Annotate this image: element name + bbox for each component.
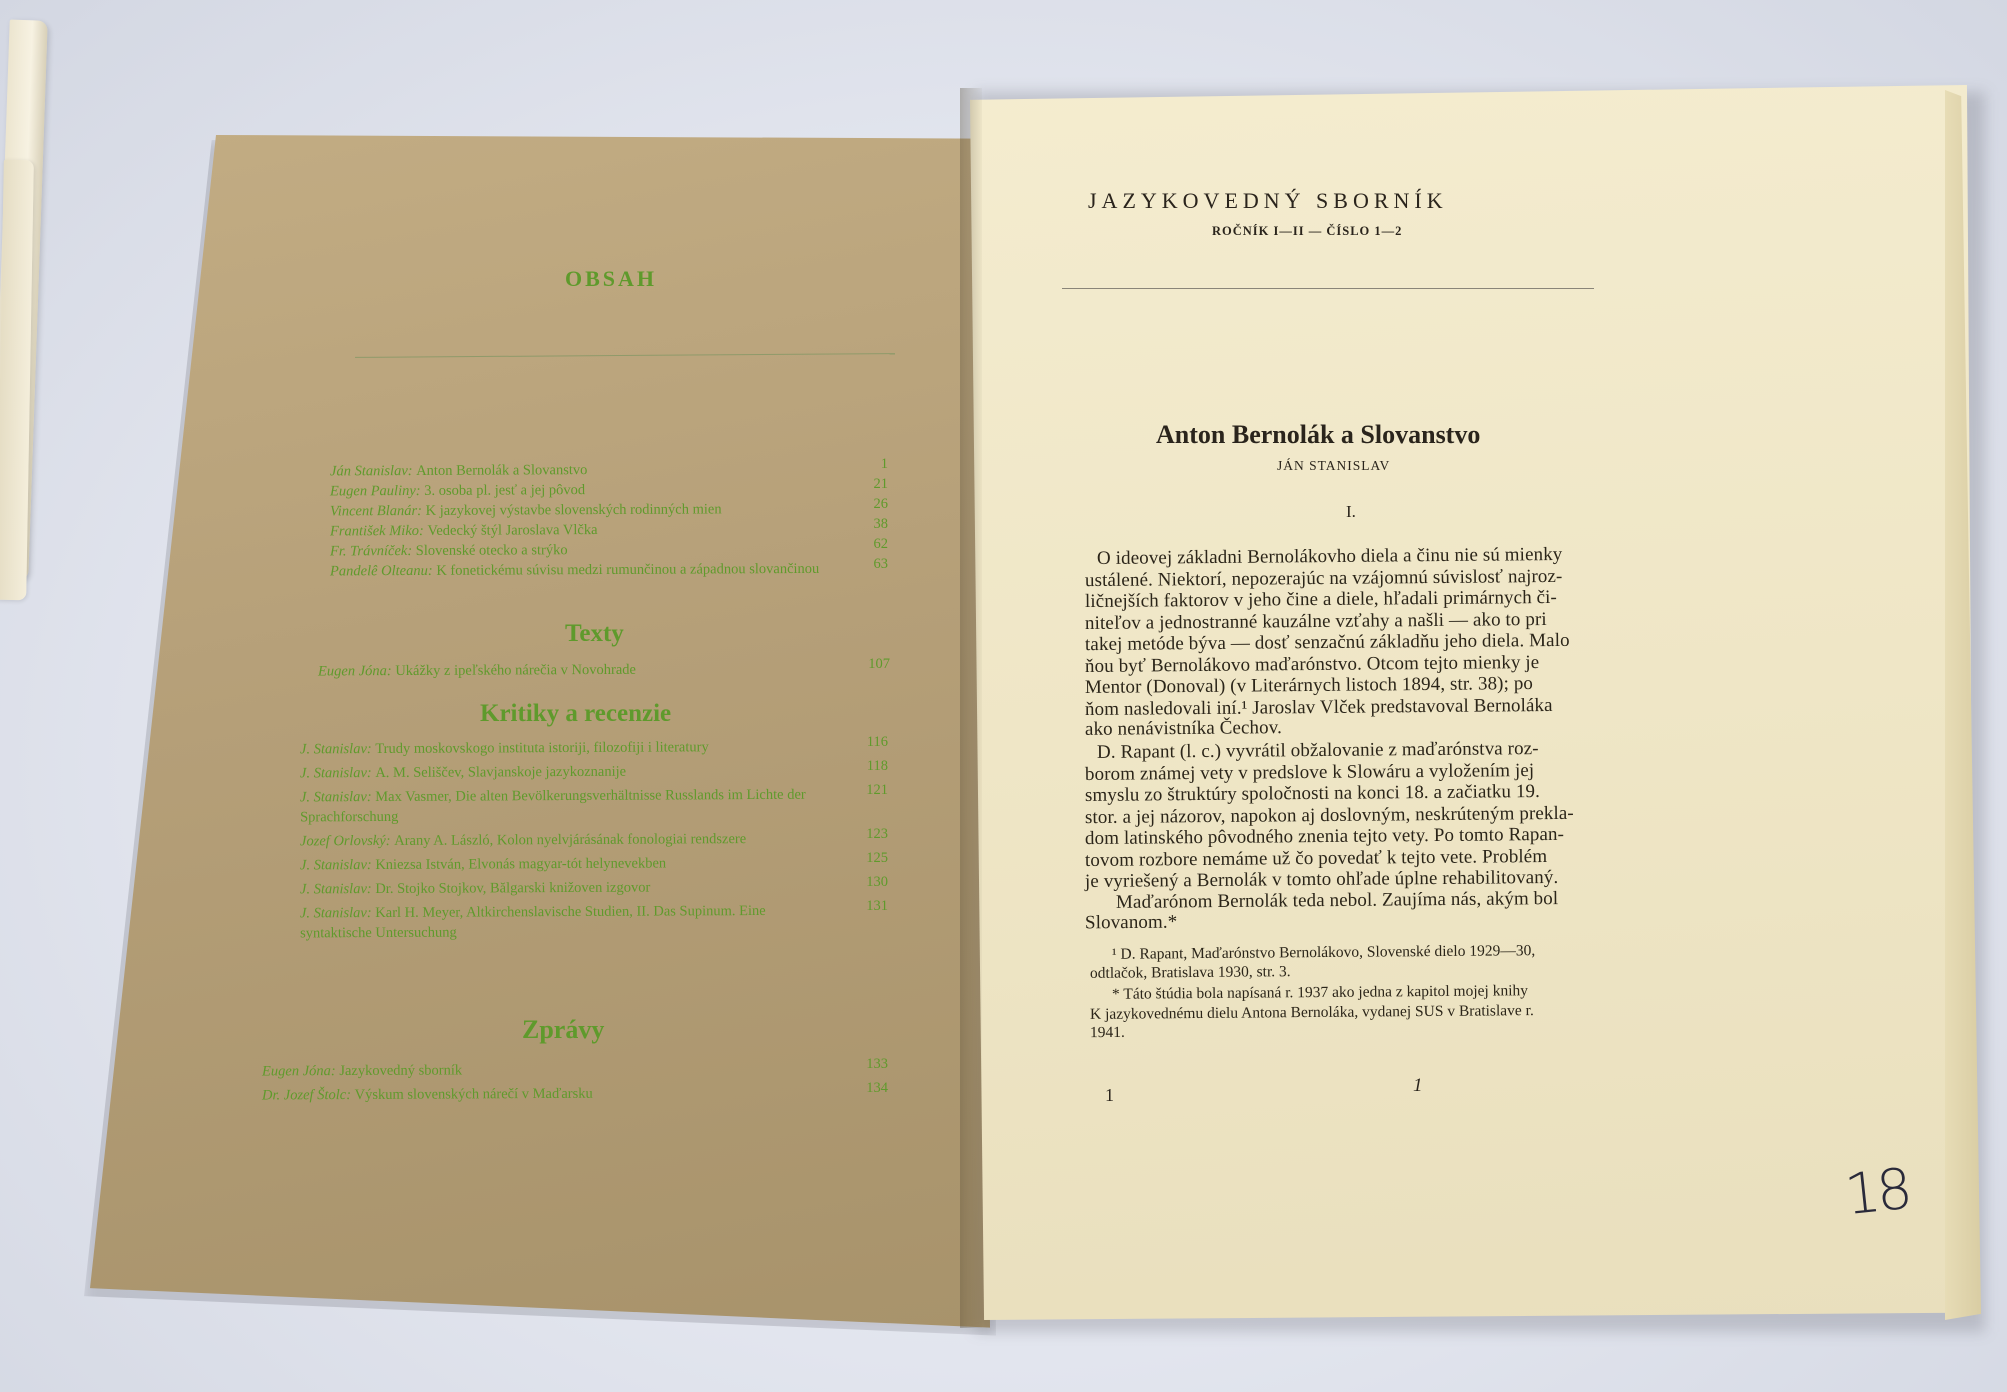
article-author: JÁN STANISLAV [1277, 458, 1391, 473]
toc-page-number: 125 [866, 850, 888, 866]
toc-entry [318, 659, 878, 682]
kritiky-heading: Kritiky a recenzie [480, 700, 672, 727]
toc-entry [300, 785, 835, 828]
toc-page-number: 130 [866, 874, 888, 890]
toc-entry [262, 1083, 822, 1106]
toc-author: Pandelê Olteanu: [329, 562, 437, 580]
toc-author: J. Stanislav: [299, 789, 376, 806]
toc-title: Arany A. László, Kolon nyelvjárásának fonologiai rendszere [394, 831, 747, 849]
volume-line: ROČNÍK I—II — ČÍSLO 1—2 [1212, 224, 1403, 238]
toc-entry [300, 737, 835, 760]
toc-title: K jazykovej výstavbe slovenských rodinných mien [425, 501, 722, 519]
toc-author: Eugen Jóna: [317, 663, 396, 680]
toc-entry [300, 901, 835, 944]
toc-entry [300, 877, 835, 900]
toc-title: Jazykovedný sborník [339, 1062, 463, 1080]
toc-page-number: 107 [868, 656, 890, 672]
toc-title: Max Vasmer, Die alten Bevölkerungsverhältnisse Russlands im Lichte der Sprachforschung [300, 786, 806, 826]
toc-page-number: 131 [866, 898, 888, 914]
text-line: dom latinského pôvodného znenia tejto vety. Po tomto Rapan- [1084, 823, 1565, 850]
toc-author: Ján Stanislav: [329, 462, 417, 480]
toc-page-number: 62 [873, 536, 888, 552]
toc-page-number: 63 [873, 556, 888, 572]
text-line: D. Rapant (l. c.) vyvrátil obžalovanie z maďarónstva roz- [1096, 738, 1539, 763]
toc-title: Výskum slovenských nárečí v Maďarsku [354, 1085, 593, 1103]
text-line: ňom nasledovali iní.¹ Jaroslav Vlček predstavoval Bernoláka [1084, 694, 1553, 720]
toc-title: K fonetickému súvisu medzi rumunčinou a západnou slovančinou [436, 560, 820, 579]
toc-page-number: 38 [873, 516, 888, 532]
text-line: ličnejších faktorov v jeho čine a diele, hľadali primárnych či- [1084, 586, 1558, 613]
toc-entry [300, 853, 835, 876]
toc-title: Dr. Stojko Stojkov, Bălgarski knižoven izgovor [375, 879, 651, 898]
page-number-left: 1 [1105, 1085, 1114, 1105]
toc-page-number: 26 [873, 496, 888, 512]
toc-author: Eugen Jóna: [261, 1063, 340, 1080]
text-line: borom známej vety v predslove k Slowáru a vyložením jej [1084, 759, 1535, 785]
section-number: I. [1346, 502, 1356, 521]
zpravy-heading: Zprávy [522, 1015, 605, 1044]
footnote-line: odtlačok, Bratislava 1930, str. 3. [1089, 963, 1291, 982]
toc-entry [300, 829, 835, 852]
contents-page [90, 135, 990, 1330]
toc-page-number: 116 [866, 734, 888, 750]
toc-entry [330, 459, 875, 482]
toc-author: Dr. Jozef Štolc: [261, 1086, 355, 1104]
journal-title: JAZYKOVEDNÝ SBORNÍK [1088, 188, 1448, 213]
toc-title: 3. osoba pl. jesť a jej pôvod [424, 482, 586, 499]
toc-title: Kniezsa István, Elvonás magyar-tót helynevekben [375, 855, 667, 874]
text-line: Mentor (Donoval) (v Literárnych listoch 1894, str. 38); po [1084, 673, 1534, 698]
toc-title: Slovenské otecko a strýko [415, 542, 568, 559]
book-gutter [960, 88, 982, 1328]
text-line: ňou byť Bernolákovo maďarónstvo. Otcom tejto mienky je [1084, 651, 1540, 677]
toc-page-number: 133 [866, 1056, 888, 1072]
toc-title: Karl H. Meyer, Altkirchenslavische Studien, II. Das Supinum. Eine syntaktische Untersuchung [300, 902, 766, 942]
toc-author: J. Stanislav: [299, 881, 376, 898]
footnote-line: * Táto štúdia bola napísaná r. 1937 ako jedna z kapitol mojej knihy [1111, 982, 1529, 1003]
toc-author: Jozef Orlovský: [299, 832, 395, 850]
text-line: ustálené. Niektorí, nepozerajúc na vzájomnú súvislosť najroz- [1084, 565, 1563, 591]
handwritten-mark: 18 [1841, 1156, 1912, 1229]
toc-author: J. Stanislav: [299, 857, 376, 874]
toc-page-number: 123 [866, 826, 888, 842]
text-line: je vyriešený a Bernolák v tomto ohľade úplne rehabilitovaný. [1084, 866, 1559, 893]
toc-page-number: 118 [866, 758, 888, 774]
text-line: takej metóde býva — dosť senzačnú základňu jeho diela. Malo [1084, 629, 1570, 656]
toc-entry [330, 539, 875, 562]
text-line: O ideovej základni Bernolákovho diela a činu nie sú mienky [1096, 543, 1563, 570]
toc-author: Eugen Pauliny: [329, 482, 425, 500]
toc-author: J. Stanislav: [299, 905, 376, 922]
page-number-center: 1 [1413, 1075, 1423, 1096]
toc-author: Vincent Blanár: [329, 502, 426, 520]
footnote-line: ¹ D. Rapant, Maďarónstvo Bernolákovo, Slovenské dielo 1929—30, [1111, 942, 1536, 963]
text-line: tovom rozbore nemáme už čo povedať k tejto vete. Problém [1084, 845, 1548, 871]
toc-entry [262, 1059, 822, 1082]
toc-title: Trudy moskovskogo instituta istoriji, filozofiji i literatury [375, 739, 709, 758]
toc-author: J. Stanislav: [299, 765, 376, 782]
toc-entry [300, 761, 835, 784]
toc-entry [330, 499, 875, 522]
toc-entry [330, 479, 875, 502]
text-line: Slovanom.* [1084, 911, 1178, 933]
toc-page-number: 21 [873, 476, 888, 492]
toc-page-number: 1 [880, 456, 888, 472]
text-line: smyslu zo štruktúry spoločnosti na konci 18. a začiatku 19. [1084, 781, 1541, 806]
texty-heading: Texty [565, 620, 624, 647]
toc-author: Fr. Trávníček: [329, 542, 416, 560]
text-line: niteľov a jednostranné kauzálne vzťahy a našli — ako to pri [1084, 608, 1547, 634]
toc-page-number: 134 [866, 1080, 888, 1096]
toc-author: František Miko: [329, 522, 428, 540]
toc-author: J. Stanislav: [299, 741, 376, 758]
text-line: stor. a jej názorov, napokon aj doslovným, neskrúteným prekla- [1084, 802, 1574, 828]
article-title: Anton Bernolák a Slovanstvo [1156, 420, 1481, 449]
toc-page-number: 121 [866, 782, 888, 798]
footnote-line: K jazykovednému dielu Antona Bernoláka, vydanej SUS v Bratislave r. [1089, 1002, 1534, 1023]
text-line: Maďarónom Bernolák teda nebol. Zaujíma nás, akým bol [1115, 888, 1559, 913]
toc-title: Vedecký štýl Jaroslava Vlčka [427, 522, 598, 539]
toc-entry [330, 519, 875, 542]
header-divider [1062, 288, 1594, 289]
toc-title: Anton Bernolák a Slovanstvo [416, 462, 588, 479]
toc-title: A. M. Seliščev, Slavjanskoje jazykoznanije [375, 763, 627, 782]
text-line: ako nenávistníka Čechov. [1084, 717, 1283, 740]
footnote-line: 1941. [1089, 1023, 1125, 1042]
contents-heading: OBSAH [565, 266, 658, 291]
toc-entry [330, 559, 875, 582]
toc-title: Ukážky z ipeľského nárečia v Novohrade [395, 661, 636, 680]
